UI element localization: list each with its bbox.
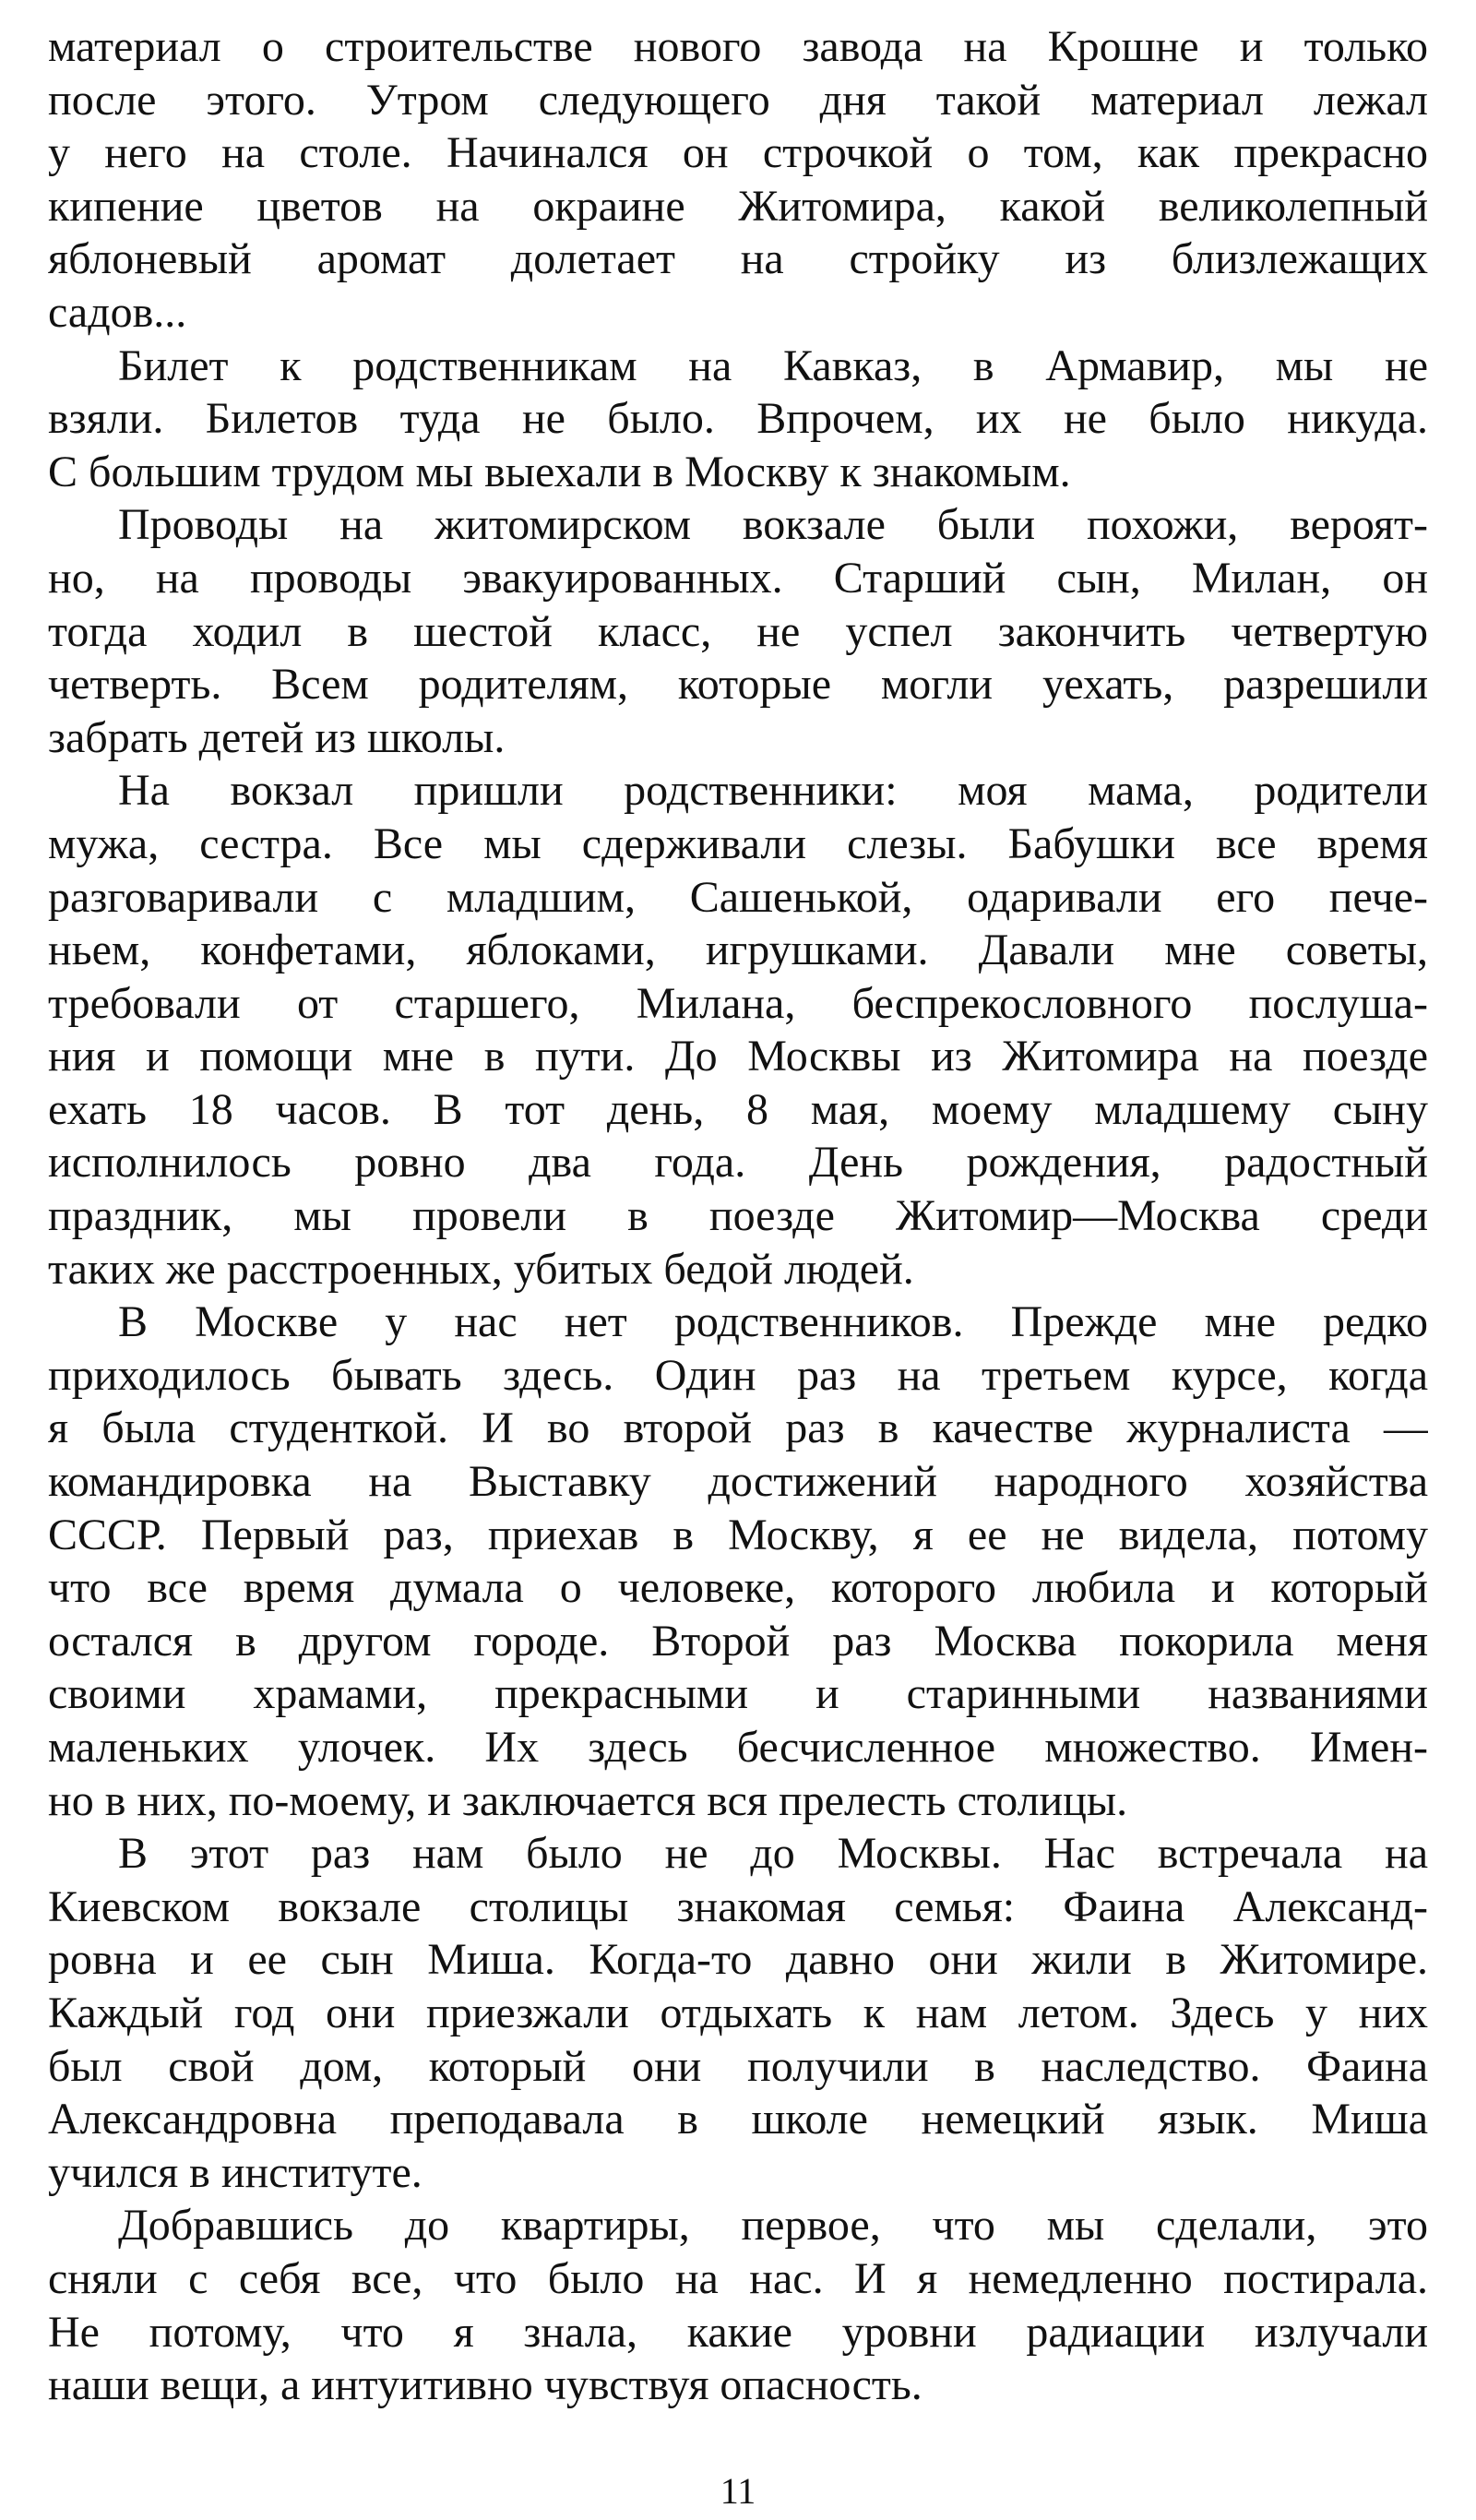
text-line: материал о строительстве нового завода на Крошне и только [48,22,1428,71]
text-line: Александровна преподавала в школе немецкий язык. Миша [48,2095,1428,2144]
text-line: своими храмами, прекрасными и старинными названиями [48,1669,1428,1719]
text-line: забрать детей из школы. [48,712,506,762]
paragraph [48,1827,1428,2199]
text-line: был свой дом, который они получили в наследство. Фаина [48,2041,1428,2091]
text-line: таких же расстроенных, убитых бедой людей. [48,1244,914,1294]
paragraph [48,498,1428,764]
paragraph [48,2199,1428,2411]
text-line: СССР. Первый раз, приехав в Москву, я ее не видела, потому [48,1510,1428,1559]
text-line: Проводы на житомирском вокзале были похожи, вероят- [118,500,1428,550]
text-line: требовали от старшего, Милана, беспрекословного послуша- [48,978,1428,1028]
text-line: садов... [48,287,187,337]
text-line: мужа, сестра. Все мы сдерживали слезы. Бабушки все время [48,818,1428,868]
text-line: Киевском вокзале столицы знакомая семья: Фаина Александ- [48,1881,1428,1931]
text-line: остался в другом городе. Второй раз Москва покорила меня [48,1616,1428,1666]
text-line: На вокзал пришли родственники: моя мама, родители [118,766,1428,816]
text-line: маленьких улочек. Их здесь бесчисленное множество. Имен- [48,1723,1428,1772]
text-line: ньем, конфетами, яблоками, игрушками. Давали мне советы, [48,926,1428,975]
text-line: взяли. Билетов туда не было. Впрочем, их не было никуда. [48,394,1428,444]
text-line: праздник, мы провели в поезде Житомир—Москва среди [48,1191,1428,1241]
text-line: яблоневый аромат долетает на стройку из близлежащих [48,234,1428,284]
book-page [48,20,1428,2412]
text-line: Каждый год они приезжали отдыхать к нам летом. Здесь у них [48,1988,1428,2037]
text-line: но, на проводы эвакуированных. Старший сын, Милан, он [48,553,1428,603]
text-line: Добравшись до квартиры, первое, что мы сделали, это [118,2201,1428,2251]
text-line: Не потому, что я знала, какие уровни радиации излучали [48,2307,1428,2357]
paragraph [48,1296,1428,1827]
text-line: учился в институте. [48,2147,423,2197]
text-line: наши вещи, а интуитивно чувствуя опасность. [48,2360,922,2410]
text-line: но в них, по-моему, и заключается вся прелесть столицы. [48,1775,1128,1825]
text-line: четверть. Всем родителям, которые могли уехать, разрешили [48,660,1428,710]
text-line: ровна и ее сын Миша. Когда-то давно они жили в Житомире. [48,1935,1428,1985]
text-line: у него на столе. Начинался он строчкой о том, как прекрасно [48,128,1428,178]
text-line: исполнилось ровно два года. День рождения, радостный [48,1138,1428,1188]
text-line: Билет к родственникам на Кавказ, в Армавир, мы не [118,340,1428,390]
text-line: ехать 18 часов. В тот день, 8 мая, моему младшему сыну [48,1084,1428,1134]
text-line: тогда ходил в шестой класс, не успел закончить четвертую [48,606,1428,656]
text-line: приходилось бывать здесь. Один раз на третьем курсе, когда [48,1350,1428,1400]
paragraph [48,764,1428,1296]
paragraph [48,340,1428,499]
text-line: что все время думала о человеке, которого любила и который [48,1563,1428,1613]
text-line: командировка на Выставку достижений народного хозяйства [48,1457,1428,1507]
page-number: 11 [720,2470,756,2512]
text-line: разговаривали с младшим, Сашенькой, одаривали его пече- [48,872,1428,922]
text-line: В этот раз нам было не до Москвы. Нас встречала на [118,1829,1428,1879]
text-line: после этого. Утром следующего дня такой материал лежал [48,75,1428,125]
paragraph [48,20,1428,340]
text-line: В Москве у нас нет родственников. Прежде мне редко [118,1297,1428,1347]
text-line: С большим трудом мы выехали в Москву к знакомым. [48,447,1071,496]
text-line: кипение цветов на окраине Житомира, какой великолепный [48,181,1428,231]
text-line: сняли с себя все, что было на нас. И я немедленно постирала. [48,2253,1428,2303]
text-line: ния и помощи мне в пути. До Москвы из Житомира на поезде [48,1032,1428,1081]
body-text [48,20,1428,2412]
text-line: я была студенткой. И во второй раз в качестве журналиста — [48,1403,1428,1453]
